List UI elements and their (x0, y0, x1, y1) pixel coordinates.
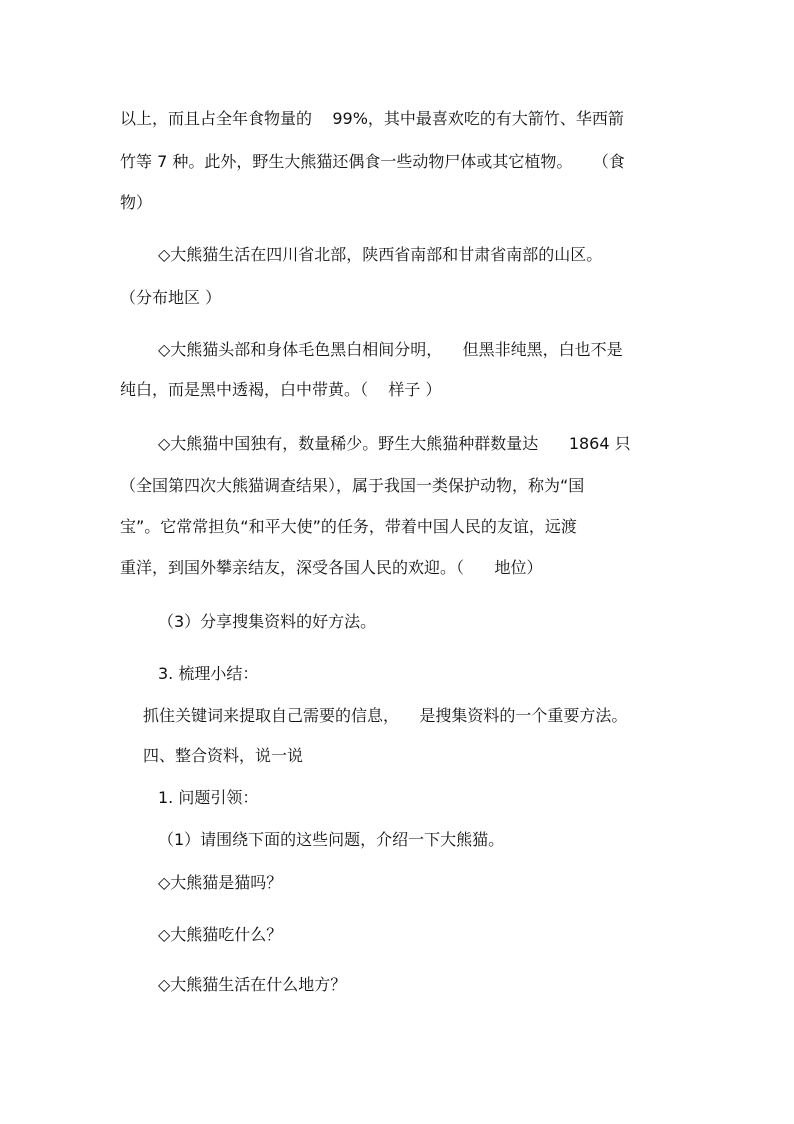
text-line: 四、整合资料，说一说 (143, 746, 304, 765)
text-line: ◇大熊猫是猫吗？ (158, 873, 283, 892)
text-line: ◇大熊猫头部和身体毛色黑白相间分明， 但黑非纯黑，白也不是 (158, 340, 623, 359)
text-line: ◇大熊猫吃什么？ (158, 925, 283, 944)
text-line: 物） (120, 193, 153, 212)
text-line: （1）请围绕下面的这些问题，介绍一下大熊猫。 (158, 830, 505, 849)
text-line: 抓住关键词来提取自己需要的信息， 是搜集资料的一个重要方法。 (143, 706, 628, 725)
text-line: （全国第四次大熊猫调查结果），属于我国一类保护动物，称为“国 (120, 476, 585, 495)
text-line: 重洋，到国外攀亲结友，深受各国人民的欢迎。（ 地位） (120, 558, 543, 577)
text-line: ◇大熊猫生活在什么地方？ (158, 975, 347, 994)
text-line: 宝”。它常常担负“和平大使”的任务，带着中国人民的友谊，远渡 (120, 517, 577, 536)
text-line: 1. 问题引领： (158, 788, 259, 807)
text-line: ◇大熊猫中国独有，数量稀少。野生大熊猫种群数量达 1864 只 (158, 434, 631, 453)
text-line: （分布地区 ） (120, 288, 222, 307)
text-line: 以上，而且占全年食物量的 99%，其中最喜欢吃的有大箭竹、华西箭 (120, 109, 624, 128)
text-line: 3. 梳理小结： (158, 664, 259, 683)
text-line: ◇大熊猫生活在四川省北部，陕西省南部和甘肃省南部的山区。 (158, 245, 603, 264)
text-line: （3）分享搜集资料的好方法。 (158, 612, 377, 631)
text-line: 竹等 7 种。此外，野生大熊猫还偶食一些动物尸体或其它植物。 （食 (120, 152, 625, 171)
text-line: 纯白，而是黑中透褐，白中带黄。（ 样子 ） (120, 380, 442, 399)
